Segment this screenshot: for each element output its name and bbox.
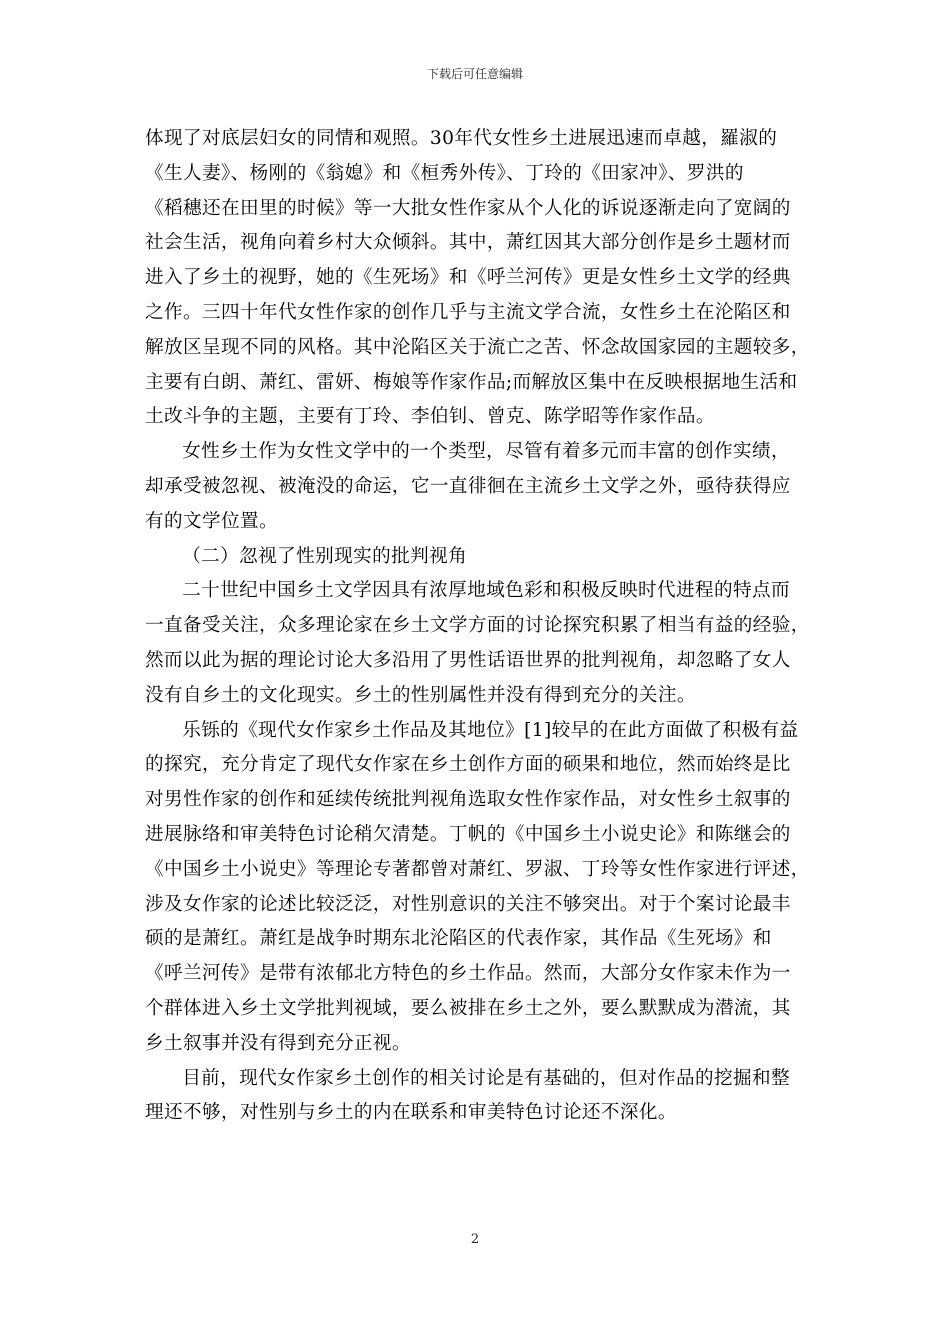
text-line: （二）忽视了性别现实的批判视角 — [182, 545, 468, 567]
paragraph — [145, 435, 813, 539]
text-line: 进入了乡土的视野，她的《生死场》和《呼兰河传》更是女性乡土文学的经典 — [145, 267, 791, 289]
text-line: 理还不够，对性别与乡土的内在联系和审美特色讨论还不深化。 — [145, 1102, 677, 1124]
paragraph — [145, 714, 813, 1062]
text-line: 硕的是萧红。萧红是战争时期东北沦陷区的代表作家，其作品《生死场》和 — [145, 928, 772, 950]
text-line: 《生人妻》、杨刚的《翁媳》和《桓秀外传》、丁玲的《田家冲》、罗洪的 — [145, 162, 744, 184]
page-header: 下载后可任意编辑 — [426, 67, 523, 81]
text-line: 乡土叙事并没有得到充分正视。 — [145, 1032, 411, 1054]
text-line: 没有自乡土的文化现实。乡土的性别属性并没有得到充分的关注。 — [145, 684, 696, 706]
text-line: 主要有白朗、萧红、雷妍、梅娘等作家作品;而解放区集中在反映根据地生活和 — [145, 371, 798, 393]
text-line: 个群体进入乡土文学批判视域，要么被排在乡土之外，要么默默成为潜流，其 — [145, 997, 791, 1019]
text-line: 涉及女作家的论述比较泛泛，对性别意识的关注不够突出。对于个案讨论最丰 — [145, 893, 791, 915]
text-line: 之作。三四十年代女性作家的创作几乎与主流文学合流，女性乡土在沦陷区和 — [145, 301, 791, 323]
text-line: 乐铄的《现代女作家乡土作品及其地位》[1]较早的在此方面做了积极有益 — [182, 719, 799, 741]
text-line: 《中国乡土小说史》等理论专著都曾对萧红、罗淑、丁玲等女性作家进行评述， — [145, 858, 810, 880]
text-line: 对男性作家的创作和延续传统批判视角选取女性作家作品，对女性乡土叙事的 — [145, 789, 791, 811]
text-line: 体现了对底层妇女的同情和观照。30年代女性乡土进展迅速而卓越，羅淑的 — [145, 128, 778, 149]
paragraph — [145, 122, 813, 435]
text-line: 的探究，充分肯定了现代女作家在乡土创作方面的硕果和地位，然而始终是比 — [145, 754, 791, 776]
text-line: 解放区呈现不同的风格。其中沦陷区关于流亡之苦、怀念故国家园的主题较多， — [145, 336, 810, 358]
paragraph — [145, 1062, 813, 1132]
text-line: 女性乡土作为女性文学中的一个类型，尽管有着多元而丰富的创作实绩， — [182, 441, 790, 463]
text-line: 《稻穗还在田里的时候》等一大批女性作家从个人化的诉说逐渐走向了宽阔的 — [145, 197, 791, 219]
text-line: 目前，现代女作家乡土创作的相关讨论是有基础的，但对作品的挖掘和整 — [182, 1067, 790, 1089]
paragraph — [145, 574, 813, 713]
text-line: 土改斗争的主题，主要有丁玲、李伯钊、曾克、陈学昭等作家作品。 — [145, 406, 715, 428]
text-line: 进展脉络和审美特色讨论稍欠清楚。丁帆的《中国乡土小说史论》和陈继会的 — [145, 823, 791, 845]
paragraph — [145, 540, 813, 575]
text-line: 二十世纪中国乡土文学因具有浓厚地域色彩和积极反映时代进程的特点而 — [182, 580, 790, 602]
text-line: 《呼兰河传》是带有浓郁北方特色的乡土作品。然而，大部分女作家未作为一 — [145, 963, 791, 985]
text-line: 社会生活，视角向着乡村大众倾斜。其中，萧红因其大部分创作是乡土题材而 — [145, 232, 791, 254]
text-line: 有的文学位置。 — [145, 510, 278, 532]
page-number: 2 — [470, 1232, 480, 1247]
text-line: 然而以此为据的理论讨论大多沿用了男性话语世界的批判视角，却忽略了女人 — [145, 649, 791, 671]
text-line: 一直备受关注，众多理论家在乡土文学方面的讨论探究积累了相当有益的经验， — [145, 615, 810, 637]
document-body — [145, 122, 813, 1131]
text-line: 却承受被忽视、被淹没的命运，它一直徘徊在主流乡土文学之外，亟待获得应 — [145, 475, 791, 497]
